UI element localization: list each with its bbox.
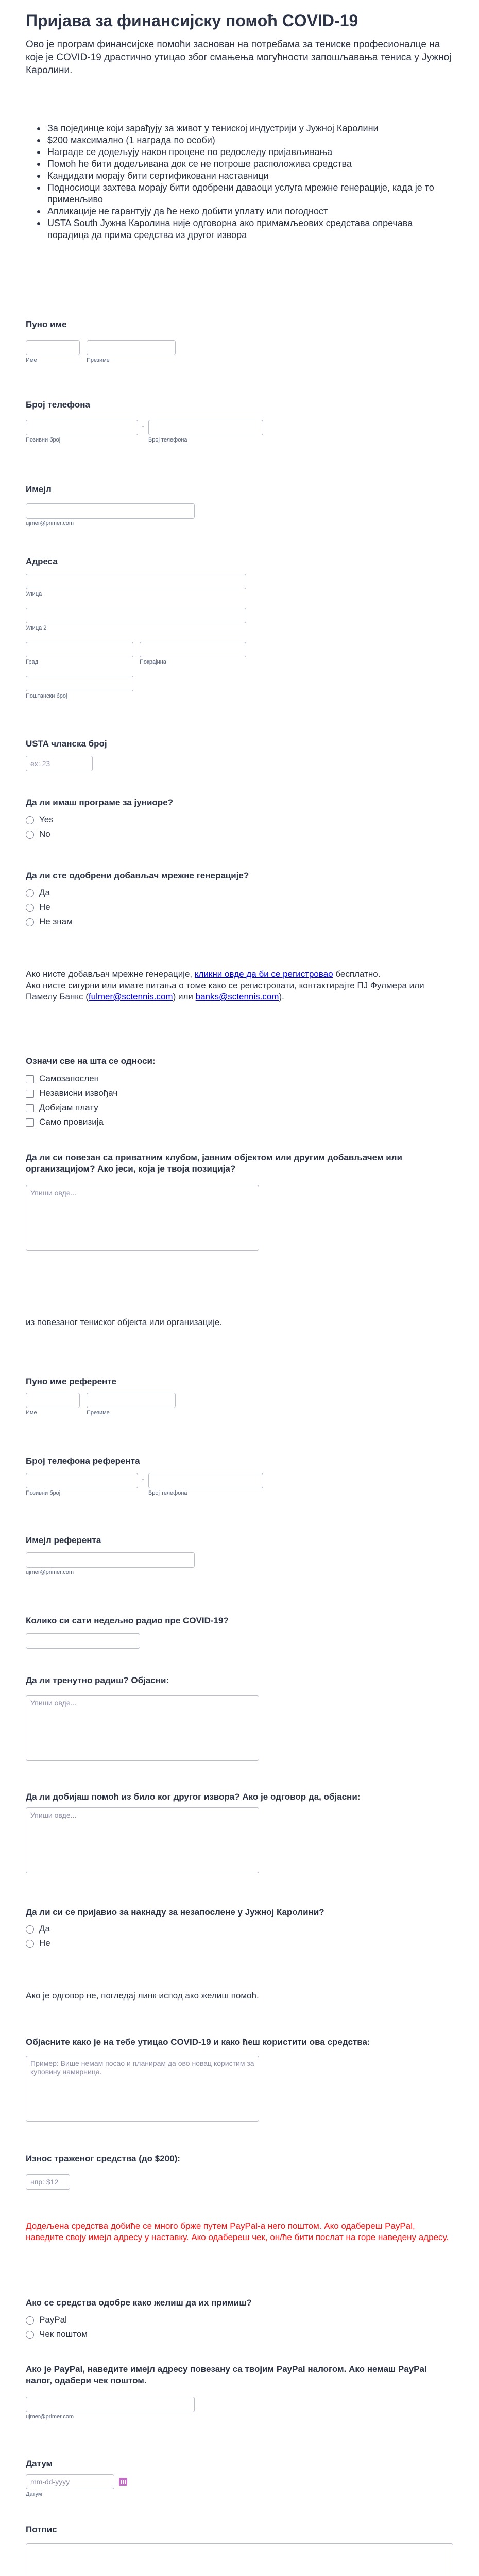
date-label: Датум: [26, 2459, 53, 2468]
ref-area-code-input[interactable]: [26, 1473, 138, 1488]
form-title: Пријава за финансијску помоћ COVID-19: [26, 11, 358, 30]
amount-input[interactable]: нпр: $12: [26, 2174, 70, 2190]
checkbox[interactable]: [26, 1104, 34, 1112]
network-note: Ако нисте добављач мрежне генерације, кликни овде да би се регистровао бесплатно. Ако нисте сигурни или имате питања о томе како се регистровати, контактирајте ПЈ Фулмера или Памелу Банкс (fulmer@sctennis.com) или banks@sctennis.com).: [26, 969, 424, 1002]
full-name-label: Пуно име: [26, 319, 67, 329]
radio-button[interactable]: [26, 1925, 34, 1934]
ref-email-label: Имејл референта: [26, 1535, 101, 1545]
ref-email-input[interactable]: [26, 1552, 195, 1568]
radio-button[interactable]: [26, 2316, 34, 2325]
city-input[interactable]: [26, 642, 133, 657]
last-name-sublabel: Презиме: [87, 357, 110, 363]
street-input[interactable]: [26, 574, 246, 589]
usta-input[interactable]: ex: 23: [26, 756, 93, 771]
state-input[interactable]: [140, 642, 246, 657]
email-sublabel: ujmer@primer.com: [26, 520, 74, 527]
signature-pad[interactable]: [26, 2543, 453, 2576]
club-note: из повезаног тениског објекта или организације.: [26, 1317, 223, 1327]
list-item: Кандидати морају бити сертификовани наставници: [32, 170, 453, 182]
first-name-input[interactable]: [26, 340, 80, 355]
paypal-note: Додељена средства добиће се много брже путем PayPal-а него поштом. Ако одабереш PayPal, наведите своју имејл адресу у наставку. Ако одабереш чек, он/ће бити послат на горе наведену адресу.: [26, 2221, 449, 2242]
street2-input[interactable]: [26, 608, 246, 623]
network-option-yes[interactable]: Да: [26, 887, 50, 899]
ref-area-sublabel: Позивни број: [26, 1490, 61, 1496]
network-option-no[interactable]: Не: [26, 902, 50, 913]
radio-button[interactable]: [26, 1940, 34, 1948]
ref-first-sublabel: Име: [26, 1410, 37, 1416]
register-link[interactable]: кликни овде да би се регистровао: [194, 969, 333, 979]
other-help-textarea[interactable]: Упиши овде...: [26, 1807, 259, 1873]
list-item: Апликације не гарантују да ће некo добити уплату или погодност: [32, 206, 453, 217]
date-sublabel: Датум: [26, 2491, 42, 2497]
radio-button[interactable]: [26, 831, 34, 839]
payment-option-check[interactable]: Чек поштом: [26, 2329, 88, 2340]
usta-label: USTA чланска број: [26, 739, 107, 749]
date-input[interactable]: mm-dd-yyyy: [26, 2474, 114, 2489]
eligibility-list: [32, 123, 453, 241]
payment-label: Ако се средства одобре како желиш да их примиш?: [26, 2298, 252, 2308]
ref-last-sublabel: Презиме: [87, 1410, 110, 1416]
checkbox[interactable]: [26, 1090, 34, 1098]
ref-name-label: Пуно име референте: [26, 1377, 117, 1386]
radio-button[interactable]: [26, 889, 34, 897]
phone-dash: -: [142, 1475, 145, 1484]
paypal-email-sublabel: ujmer@primer.com: [26, 2414, 74, 2420]
working-label: Да ли тренутно радиш? Објасни:: [26, 1675, 169, 1685]
street-sublabel: Улица: [26, 591, 42, 597]
fulmer-email-link[interactable]: fulmer@sctennis.com: [88, 992, 173, 1002]
radio-button[interactable]: [26, 2331, 34, 2339]
paypal-email-input[interactable]: [26, 2397, 195, 2412]
impact-textarea[interactable]: Пример: Више немам посао и планирам да ово новац користим за куповину намирница.: [26, 2056, 259, 2122]
list-item: Награде се додељују након процене по редоследу пријављивања: [32, 146, 453, 158]
phone-dash: -: [142, 421, 145, 431]
checkbox[interactable]: [26, 1075, 34, 1083]
calendar-icon[interactable]: [119, 2478, 127, 2486]
state-sublabel: Покрајина: [140, 659, 166, 665]
ref-last-name-input[interactable]: [87, 1393, 176, 1408]
checkbox[interactable]: [26, 1118, 34, 1127]
ref-number-sublabel: Број телефона: [148, 1490, 187, 1496]
unemployment-note: Ако је одговор не, погледај линк испод ако желиш помоћ.: [26, 1991, 259, 2001]
area-code-sublabel: Позивни број: [26, 437, 61, 443]
street2-sublabel: Улица 2: [26, 625, 47, 631]
check-contractor[interactable]: Независни извођач: [26, 1088, 117, 1099]
paypal-email-label: Ако је PayPal, наведите имејл адресу повезану са твојим PayPal налогом. Ако немаш PayPal налог, одабери чек поштом.: [26, 2364, 427, 2385]
list-item: Помоћ ће бити додељивана док се не потроше расположива средства: [32, 158, 453, 170]
phone-number-sublabel: Број телефона: [148, 437, 187, 443]
check-salary[interactable]: Добијам плату: [26, 1102, 98, 1113]
ref-email-sublabel: ujmer@primer.com: [26, 1569, 74, 1575]
zip-sublabel: Поштански број: [26, 693, 67, 699]
junior-label: Да ли имаш програме за јуниоре?: [26, 798, 174, 807]
form-intro: Ово је програм финансијске помоћи заснован на потребама за тениске професионалце на које је COVID-19 драстично утицао због смањења могућности запошљавања тениса у Јужној Каролини.: [26, 39, 452, 76]
ref-phone-label: Број телефона референта: [26, 1456, 140, 1466]
unemployment-option-yes[interactable]: Да: [26, 1923, 50, 1935]
check-all-label: Означи све на шта се односи:: [26, 1056, 156, 1066]
network-option-unknown[interactable]: Не знам: [26, 916, 73, 927]
unemployment-option-no[interactable]: Не: [26, 1938, 50, 1949]
ref-first-name-input[interactable]: [26, 1393, 80, 1408]
email-input[interactable]: [26, 503, 195, 519]
zip-input[interactable]: [26, 676, 133, 691]
phone-number-input[interactable]: [148, 420, 263, 435]
radio-button[interactable]: [26, 904, 34, 912]
list-item: $200 максимално (1 награда по особи): [32, 134, 453, 146]
area-code-input[interactable]: [26, 420, 138, 435]
impact-label: Објасните како је на тебе утицао COVID-19 и како ћеш користити ова средства:: [26, 2037, 370, 2047]
first-name-sublabel: Име: [26, 357, 37, 363]
network-label: Да ли сте одобрени добављач мрежне генерације?: [26, 871, 249, 880]
list-item: Подносиоци захтева морају бити одобрени даваоци услуга мрежне генерације, када је то применљиво: [32, 182, 453, 206]
hours-input[interactable]: [26, 1633, 140, 1649]
last-name-input[interactable]: [87, 340, 176, 355]
check-commission[interactable]: Само провизија: [26, 1116, 104, 1128]
email-label: Имејл: [26, 484, 52, 494]
radio-button[interactable]: [26, 918, 34, 926]
payment-option-paypal[interactable]: PayPal: [26, 2314, 67, 2326]
working-textarea[interactable]: Упиши овде...: [26, 1695, 259, 1761]
check-self-employed[interactable]: Самозапослен: [26, 1073, 99, 1084]
amount-label: Износ траженог средства (до $200):: [26, 2154, 180, 2163]
club-textarea[interactable]: Упиши овде...: [26, 1185, 259, 1251]
banks-email-link[interactable]: banks@sctennis.com: [195, 992, 279, 1002]
signature-label: Потпис: [26, 2524, 57, 2534]
list-item: USTA South Јужна Каролина није одговорна ако примамљеових средстава опречава порадица да прима средства из другог извора: [32, 217, 453, 241]
city-sublabel: Град: [26, 659, 38, 665]
phone-label: Број телефона: [26, 400, 91, 410]
radio-button[interactable]: [26, 816, 34, 824]
junior-option-no[interactable]: No: [26, 828, 50, 840]
ref-phone-number-input[interactable]: [148, 1473, 263, 1488]
club-label: Да ли си повезан са приватним клубом, јавним објектом или другим добављачем или организацијом? Ако јеси, која је твоја позиција?: [26, 1153, 402, 1174]
address-label: Адреса: [26, 556, 58, 566]
unemployment-label: Да ли си се пријавио за накнаду за незапослене у Јужној Каролини?: [26, 1907, 324, 1917]
hours-label: Колико си сати недељно радио пре COVID-19?: [26, 1616, 229, 1625]
list-item: За појединце који зарађују за живот у тениској индустрији у Јужној Каролини: [32, 123, 453, 134]
other-help-label: Да ли добијаш помоћ из било ког другог извора? Ако је одговор да, објасни:: [26, 1792, 361, 1802]
junior-option-yes[interactable]: Yes: [26, 814, 54, 825]
